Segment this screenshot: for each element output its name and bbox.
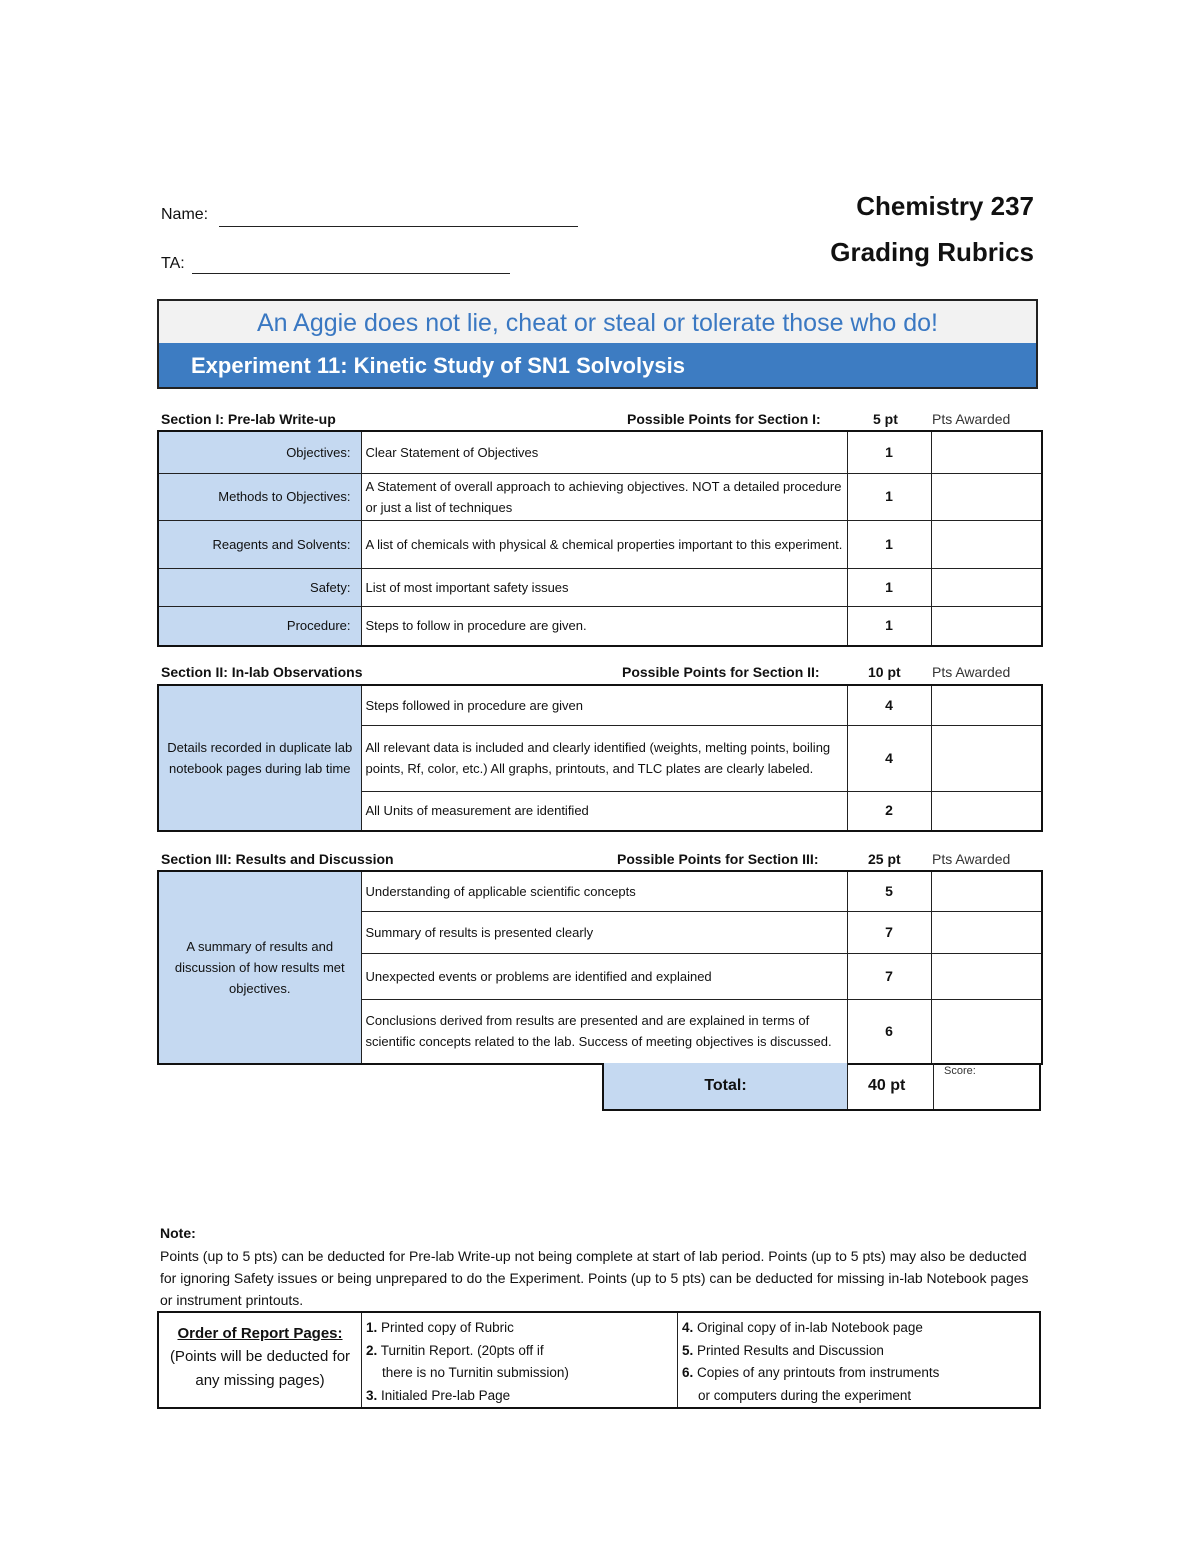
item-number: 3. [366,1387,378,1403]
row-description: List of most important safety issues [361,568,847,606]
table-row [158,431,1042,473]
ta-line[interactable] [192,273,510,274]
awarded-cell[interactable] [931,953,1042,999]
table-row [158,685,1042,725]
note-text: Points (up to 5 pts) can be deducted for Pre-lab Write-up not being complete at start of lab period. Points (up to 5 pts) may also be deducted for ignoring Safety issues or being unprepared to do the Experiment. Points (up to 5 pts) can be deducted for missing in-lab Notebook pages or instrument printouts. [160,1248,1029,1308]
score-field[interactable] [934,1063,1039,1109]
table-row [158,568,1042,606]
item-text: Original copy of in-lab Notebook page [697,1320,923,1335]
row-label: Procedure: [158,606,361,646]
section2-group-label: Details recorded in duplicate lab notebook pages during lab time [158,685,361,831]
list-item [366,1340,673,1385]
row-description: Understanding of applicable scientific concepts [361,871,847,911]
awarded-cell[interactable] [931,999,1042,1064]
row-description: All Units of measurement are identified [361,791,847,831]
item-number: 6. [682,1365,694,1380]
row-points: 4 [847,685,931,725]
awarded-cell[interactable] [931,911,1042,953]
order-list-left [362,1313,678,1407]
motto-banner: An Aggie does not lie, cheat or steal or tolerate those who do! [157,299,1038,343]
total-label: Total: [604,1063,848,1109]
awarded-cell[interactable] [931,871,1042,911]
row-label: Reagents and Solvents: [158,520,361,568]
ta-label: TA: [161,255,185,272]
total-row [602,1063,1041,1111]
section3-table [157,870,1043,1065]
item-text-continued: or computers during the experiment [698,1387,912,1403]
item-number: 2. [366,1342,378,1358]
item-number: 4. [682,1320,694,1335]
row-label: Safety: [158,568,361,606]
document-title: Grading Rubrics [830,237,1034,267]
section1-awarded-label: Pts Awarded [932,411,1011,427]
table-row [158,520,1042,568]
section2-possible-pts: 10 pt [868,664,901,680]
item-number: 1. [366,1320,378,1335]
item-text: Initialed Pre-lab Page [381,1387,511,1403]
table-row [158,871,1042,911]
score-label: Score: [944,1065,976,1077]
list-item [366,1385,673,1408]
section2-possible-label: Possible Points for Section II: [622,664,820,680]
item-text: Copies of any printouts from instruments [697,1365,940,1380]
order-list-right [678,1313,1039,1407]
section1-table [157,430,1043,647]
row-description: Steps to follow in procedure are given. [361,606,847,646]
row-label: Methods to Objectives: [158,473,361,520]
row-points: 2 [847,791,931,831]
experiment-title-bar: Experiment 11: Kinetic Study of SN1 Solvolysis [157,343,1038,389]
row-label: Objectives: [158,431,361,473]
list-item [682,1340,1035,1363]
table-row [158,606,1042,646]
row-points: 1 [847,473,931,520]
section1-possible-pts: 5 pt [873,411,898,427]
awarded-cell[interactable] [931,568,1042,606]
name-line[interactable] [219,226,578,227]
section3-title: Section III: Results and Discussion [161,851,394,867]
row-description: A Statement of overall approach to achieving objectives. NOT a detailed procedure or just a list of techniques [361,473,847,520]
section3-possible-pts: 25 pt [868,851,901,867]
item-number: 5. [682,1342,694,1358]
item-text: Printed Results and Discussion [697,1342,884,1358]
section2-awarded-label: Pts Awarded [932,664,1011,680]
row-points: 7 [847,911,931,953]
row-description: A list of chemicals with physical & chemical properties important to this experiment. [361,520,847,568]
row-points: 1 [847,520,931,568]
row-description: Steps followed in procedure are given [361,685,847,725]
total-points: 40 pt [848,1063,934,1109]
item-text: Turnitin Report. (20pts off if [380,1342,544,1358]
course-title: Chemistry 237 [856,191,1034,221]
section3-possible-label: Possible Points for Section III: [617,851,819,867]
table-row [158,473,1042,520]
row-description: Summary of results is presented clearly [361,911,847,953]
item-text: Printed copy of Rubric [381,1320,514,1335]
order-title: Order of Report Pages: [177,1325,343,1342]
awarded-cell[interactable] [931,791,1042,831]
row-points: 1 [847,431,931,473]
row-points: 7 [847,953,931,999]
list-item [682,1362,1035,1407]
row-description: Clear Statement of Objectives [361,431,847,473]
item-text-continued: there is no Turnitin submission) [382,1365,569,1380]
awarded-cell[interactable] [931,606,1042,646]
section3-awarded-label: Pts Awarded [932,851,1011,867]
row-points: 1 [847,568,931,606]
order-heading-cell [159,1313,362,1407]
row-points: 1 [847,606,931,646]
row-points: 4 [847,725,931,791]
section1-possible-label: Possible Points for Section I: [627,411,821,427]
list-item [366,1317,673,1340]
awarded-cell[interactable] [931,473,1042,520]
row-description: All relevant data is included and clearly identified (weights, melting points, boiling points, Rf, color, etc.) All graphs, printouts, and TLC plates are clearly labeled. [361,725,847,791]
section2-title: Section II: In-lab Observations [161,664,363,680]
note-title: Note: [160,1225,196,1241]
section2-table [157,684,1043,832]
section1-title: Section I: Pre-lab Write-up [161,411,336,427]
section3-group-label: A summary of results and discussion of how results met objectives. [158,871,361,1064]
order-of-report-pages [157,1311,1041,1409]
name-label: Name: [161,206,209,223]
awarded-cell[interactable] [931,431,1042,473]
order-subtitle: (Points will be deducted for any missing pages) [169,1348,351,1389]
awarded-cell[interactable] [931,685,1042,725]
awarded-cell[interactable] [931,520,1042,568]
row-description: Unexpected events or problems are identified and explained [361,953,847,999]
row-points: 6 [847,999,931,1064]
row-points: 5 [847,871,931,911]
list-item [682,1317,1035,1340]
row-description: Conclusions derived from results are presented and are explained in terms of scientific concepts related to the lab. Success of meeting objectives is discussed. [361,999,847,1064]
awarded-cell[interactable] [931,725,1042,791]
